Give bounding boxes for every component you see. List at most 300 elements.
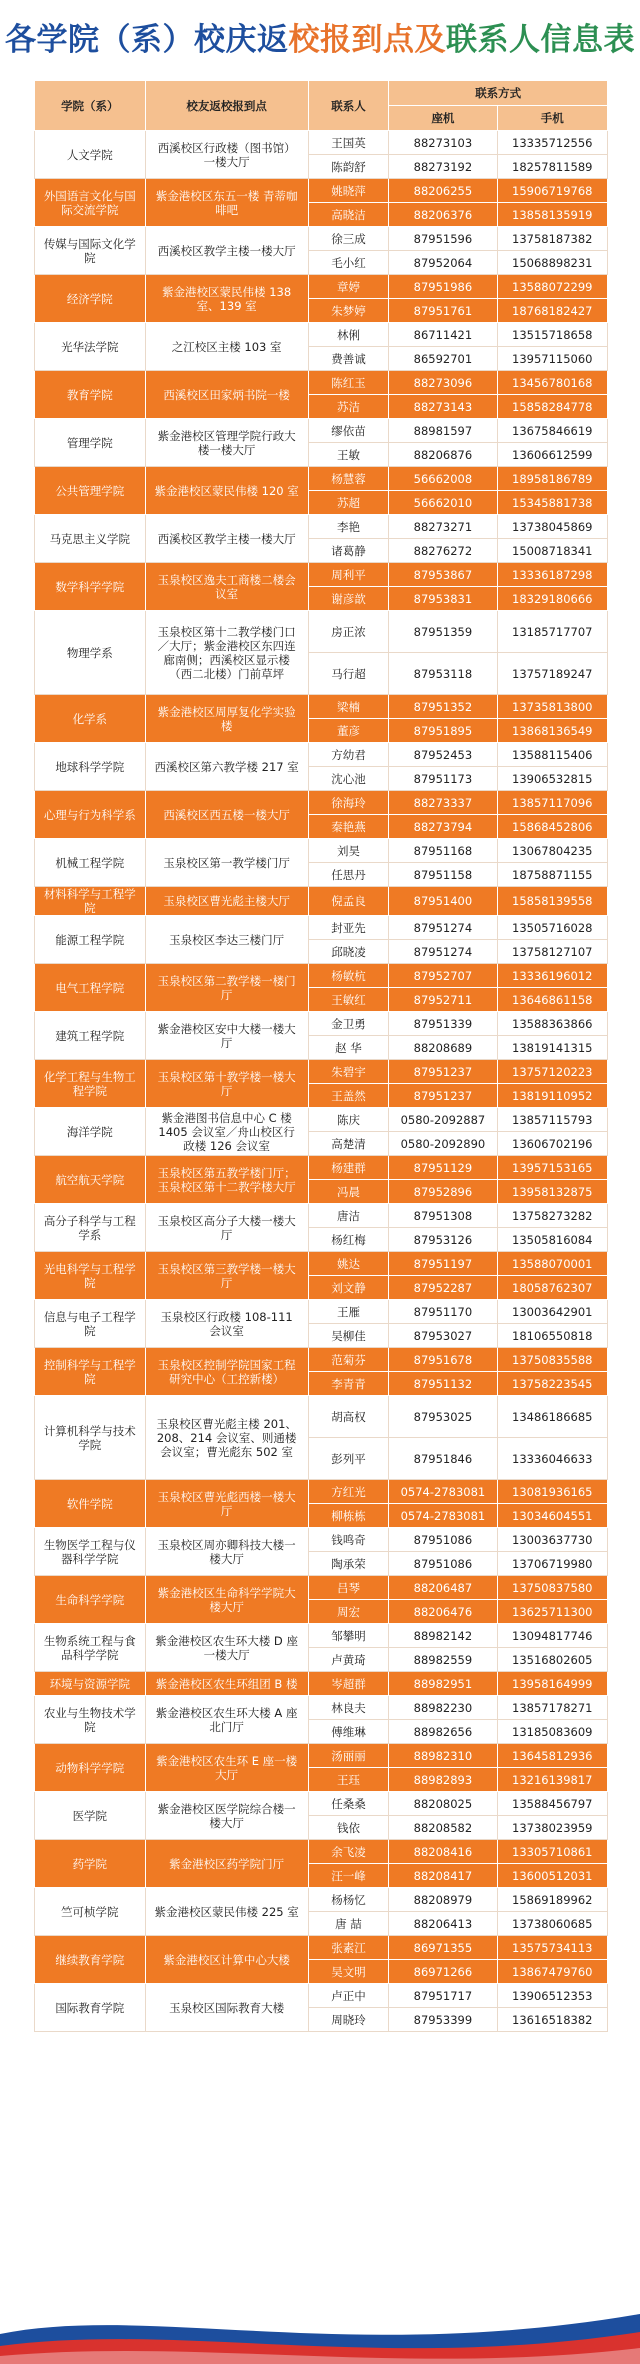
contact-tel: 87951237 xyxy=(389,1060,497,1084)
contact-tel: 87953126 xyxy=(389,1228,497,1252)
contact-tel: 88206413 xyxy=(389,1912,497,1936)
table-row xyxy=(35,839,608,863)
contact-person: 马行超 xyxy=(308,653,389,695)
report-place: 紫金港图书信息中心 C 楼 1405 会议室／舟山校区行政楼 126 会议室 xyxy=(145,1108,308,1156)
college-name: 动物科学学院 xyxy=(35,1744,146,1792)
report-place: 玉泉校区第二教学楼一楼门厅 xyxy=(145,964,308,1012)
report-place: 玉泉校区国际教育大楼 xyxy=(145,1984,308,2032)
contact-person: 刘文静 xyxy=(308,1276,389,1300)
contact-person: 杨杨忆 xyxy=(308,1888,389,1912)
report-place: 玉泉校区曹光彪主楼 201、208、214 会议室、则通楼会议室；曹光彪东 502 室 xyxy=(145,1396,308,1480)
contact-tel: 88206255 xyxy=(389,179,497,203)
report-place: 玉泉校区第三教学楼一楼大厅 xyxy=(145,1252,308,1300)
contact-mobile: 13750835588 xyxy=(497,1348,608,1372)
contact-tel: 87951717 xyxy=(389,1984,497,2008)
contact-person: 董彦 xyxy=(308,719,389,743)
contact-mobile: 13003642901 xyxy=(497,1300,608,1324)
contact-person: 王盖然 xyxy=(308,1084,389,1108)
report-place: 玉泉校区逸夫工商楼二楼会议室 xyxy=(145,563,308,611)
table-row xyxy=(35,695,608,719)
contact-tel: 88208025 xyxy=(389,1792,497,1816)
contact-tel: 87952711 xyxy=(389,988,497,1012)
contact-tel: 88982951 xyxy=(389,1672,497,1696)
contact-person: 赵 华 xyxy=(308,1036,389,1060)
contact-person: 王珏 xyxy=(308,1768,389,1792)
contact-person: 傅维琳 xyxy=(308,1720,389,1744)
contact-person: 王敏红 xyxy=(308,988,389,1012)
college-name: 物理学系 xyxy=(35,611,146,695)
college-name: 软件学院 xyxy=(35,1480,146,1528)
college-name: 人文学院 xyxy=(35,131,146,179)
college-name: 光华法学院 xyxy=(35,323,146,371)
college-name: 农业与生物技术学院 xyxy=(35,1696,146,1744)
contact-person: 费善诚 xyxy=(308,347,389,371)
contact-person: 王雁 xyxy=(308,1300,389,1324)
college-name: 管理学院 xyxy=(35,419,146,467)
table-row xyxy=(35,887,608,916)
contact-mobile: 13868136549 xyxy=(497,719,608,743)
contact-tel: 88982310 xyxy=(389,1744,497,1768)
table-row xyxy=(35,1252,608,1276)
report-place: 玉泉校区曹光彪西楼一楼大厅 xyxy=(145,1480,308,1528)
contact-tel: 86592701 xyxy=(389,347,497,371)
contact-mobile: 13957115060 xyxy=(497,347,608,371)
contact-mobile: 13486186685 xyxy=(497,1396,608,1438)
contact-mobile: 13606702196 xyxy=(497,1132,608,1156)
college-name: 竺可桢学院 xyxy=(35,1888,146,1936)
college-name: 信息与电子工程学院 xyxy=(35,1300,146,1348)
contact-mobile: 13758223545 xyxy=(497,1372,608,1396)
college-name: 化学工程与生物工程学院 xyxy=(35,1060,146,1108)
report-place: 紫金港校区农生环大楼 A 座北门厅 xyxy=(145,1696,308,1744)
contact-mobile: 13738045869 xyxy=(497,515,608,539)
contact-tel: 87953118 xyxy=(389,653,497,695)
contact-tel: 88273794 xyxy=(389,815,497,839)
table-row xyxy=(35,1300,608,1324)
college-name: 光电科学与工程学院 xyxy=(35,1252,146,1300)
college-name: 化学系 xyxy=(35,695,146,743)
contact-person: 金卫勇 xyxy=(308,1012,389,1036)
contact-tel: 87953399 xyxy=(389,2008,497,2032)
contact-person: 苏洁 xyxy=(308,395,389,419)
contact-mobile: 13735813800 xyxy=(497,695,608,719)
contact-person: 刘昊 xyxy=(308,839,389,863)
contact-mobile: 13958132875 xyxy=(497,1180,608,1204)
table-row xyxy=(35,1012,608,1036)
college-name: 传媒与国际文化学院 xyxy=(35,227,146,275)
contact-person: 岑超群 xyxy=(308,1672,389,1696)
report-place: 玉泉校区第十二教学楼门口／大厅；紫金港校区东四连廊南侧；西溪校区显示楼（西二北楼）门前草坪 xyxy=(145,611,308,695)
contact-mobile: 13456780168 xyxy=(497,371,608,395)
contact-tel: 0574-2783081 xyxy=(389,1480,497,1504)
table-row xyxy=(35,611,608,653)
report-place: 紫金港校区周厚复化学实验楼 xyxy=(145,695,308,743)
contact-mobile: 13625711300 xyxy=(497,1600,608,1624)
contact-mobile: 13588363866 xyxy=(497,1012,608,1036)
contact-person: 杨建群 xyxy=(308,1156,389,1180)
contact-mobile: 13819110952 xyxy=(497,1084,608,1108)
report-place: 紫金港校区农生环组团 B 楼 xyxy=(145,1672,308,1696)
contact-tel: 87952896 xyxy=(389,1180,497,1204)
contact-mobile: 13819141315 xyxy=(497,1036,608,1060)
page-title xyxy=(0,14,640,66)
college-name: 心理与行为科学系 xyxy=(35,791,146,839)
contact-person: 缪依苗 xyxy=(308,419,389,443)
college-name: 生命科学学院 xyxy=(35,1576,146,1624)
contact-person: 陈红玉 xyxy=(308,371,389,395)
report-place: 紫金港校区农生环大楼 D 座一楼大厅 xyxy=(145,1624,308,1672)
contact-person: 杨慧蓉 xyxy=(308,467,389,491)
report-place: 玉泉校区高分子大楼一楼大厅 xyxy=(145,1204,308,1252)
contact-mobile: 13738023959 xyxy=(497,1816,608,1840)
contact-person: 邹攀明 xyxy=(308,1624,389,1648)
college-name: 电气工程学院 xyxy=(35,964,146,1012)
contact-mobile: 18257811589 xyxy=(497,155,608,179)
contact-tel: 87951895 xyxy=(389,719,497,743)
table-row xyxy=(35,1888,608,1912)
contact-mobile: 13706719980 xyxy=(497,1552,608,1576)
contact-tel: 88982230 xyxy=(389,1696,497,1720)
contact-person: 周宏 xyxy=(308,1600,389,1624)
table-row xyxy=(35,563,608,587)
contact-tel: 88982893 xyxy=(389,1768,497,1792)
college-name: 教育学院 xyxy=(35,371,146,419)
contact-person: 沈心池 xyxy=(308,767,389,791)
college-name: 高分子科学与工程学系 xyxy=(35,1204,146,1252)
contact-tel: 87951678 xyxy=(389,1348,497,1372)
contact-tel: 88273103 xyxy=(389,131,497,155)
table-row xyxy=(35,1576,608,1600)
contact-mobile: 13857117096 xyxy=(497,791,608,815)
contact-person: 卢正中 xyxy=(308,1984,389,2008)
contact-person: 陈韵舒 xyxy=(308,155,389,179)
title-part-2: 校报到点及 xyxy=(288,22,446,58)
report-place: 紫金港校区计算中心大楼 xyxy=(145,1936,308,1984)
college-name: 生物系统工程与食品科学学院 xyxy=(35,1624,146,1672)
contact-mobile: 13588456797 xyxy=(497,1792,608,1816)
contact-tel: 86711421 xyxy=(389,323,497,347)
college-name: 经济学院 xyxy=(35,275,146,323)
contact-person: 姚达 xyxy=(308,1252,389,1276)
contact-tel: 88206376 xyxy=(389,203,497,227)
contact-mobile: 18329180666 xyxy=(497,587,608,611)
table-row xyxy=(35,1840,608,1864)
report-place: 玉泉校区李达三楼门厅 xyxy=(145,916,308,964)
college-name: 海洋学院 xyxy=(35,1108,146,1156)
contact-tel: 87953027 xyxy=(389,1324,497,1348)
contact-mobile: 13858135919 xyxy=(497,203,608,227)
contact-tel: 87951761 xyxy=(389,299,497,323)
contact-tel: 87953831 xyxy=(389,587,497,611)
contact-mobile: 13575734113 xyxy=(497,1936,608,1960)
contact-tel: 87952453 xyxy=(389,743,497,767)
contact-mobile: 13505716028 xyxy=(497,916,608,940)
contact-tel: 87951274 xyxy=(389,940,497,964)
contact-person: 吴文明 xyxy=(308,1960,389,1984)
contact-mobile: 13336046633 xyxy=(497,1438,608,1480)
contact-person: 徐三成 xyxy=(308,227,389,251)
contact-mobile: 13336196012 xyxy=(497,964,608,988)
contact-mobile: 13867479760 xyxy=(497,1960,608,1984)
contact-tel: 87951129 xyxy=(389,1156,497,1180)
contact-tel: 88273337 xyxy=(389,791,497,815)
contact-tel: 87951308 xyxy=(389,1204,497,1228)
contact-tel: 87951086 xyxy=(389,1552,497,1576)
table-row xyxy=(35,1348,608,1372)
contact-person: 李青青 xyxy=(308,1372,389,1396)
contact-tel: 87951197 xyxy=(389,1252,497,1276)
report-place: 紫金港校区蒙民伟楼 120 室 xyxy=(145,467,308,515)
college-name: 生物医学工程与仪器科学学院 xyxy=(35,1528,146,1576)
contact-mobile: 13646861158 xyxy=(497,988,608,1012)
contact-person: 方红光 xyxy=(308,1480,389,1504)
table-row xyxy=(35,371,608,395)
table-row xyxy=(35,1696,608,1720)
contact-mobile: 18758871155 xyxy=(497,863,608,887)
contact-tel: 87951086 xyxy=(389,1528,497,1552)
report-place: 玉泉校区第一教学楼门厅 xyxy=(145,839,308,887)
contact-mobile: 15858284778 xyxy=(497,395,608,419)
contact-tel: 87951400 xyxy=(389,887,497,916)
contact-mobile: 13588115406 xyxy=(497,743,608,767)
college-name: 材料科学与工程学院 xyxy=(35,887,146,916)
contact-tel: 88273271 xyxy=(389,515,497,539)
contact-tel: 56662010 xyxy=(389,491,497,515)
table-row xyxy=(35,1060,608,1084)
contact-person: 王国英 xyxy=(308,131,389,155)
contact-mobile: 13857178271 xyxy=(497,1696,608,1720)
table-row xyxy=(35,916,608,940)
contact-person: 陈庆 xyxy=(308,1108,389,1132)
contact-tel: 87951359 xyxy=(389,611,497,653)
contact-person: 汤丽丽 xyxy=(308,1744,389,1768)
college-name: 继续教育学院 xyxy=(35,1936,146,1984)
report-place: 玉泉校区曹光彪主楼大厅 xyxy=(145,887,308,916)
contact-mobile: 15858139558 xyxy=(497,887,608,916)
contact-tel: 87953867 xyxy=(389,563,497,587)
table-row xyxy=(35,964,608,988)
contact-person: 周晓玲 xyxy=(308,2008,389,2032)
contact-person: 朱碧宇 xyxy=(308,1060,389,1084)
table-body xyxy=(35,131,608,2032)
contact-person: 汪一峰 xyxy=(308,1864,389,1888)
report-place: 西溪校区第六教学楼 217 室 xyxy=(145,743,308,791)
contact-person: 毛小红 xyxy=(308,251,389,275)
contact-person: 房正浓 xyxy=(308,611,389,653)
contact-mobile: 13757120223 xyxy=(497,1060,608,1084)
contact-mobile: 13515718658 xyxy=(497,323,608,347)
contact-mobile: 13588070001 xyxy=(497,1252,608,1276)
college-name: 医学院 xyxy=(35,1792,146,1840)
college-name: 机械工程学院 xyxy=(35,839,146,887)
contact-person: 陶承荣 xyxy=(308,1552,389,1576)
contact-person: 倪孟良 xyxy=(308,887,389,916)
contact-person: 钱依 xyxy=(308,1816,389,1840)
contact-tel: 88206876 xyxy=(389,443,497,467)
contact-tel: 87951237 xyxy=(389,1084,497,1108)
college-name: 国际教育学院 xyxy=(35,1984,146,2032)
report-place: 紫金港校区东五一楼 青蒂咖啡吧 xyxy=(145,179,308,227)
contact-mobile: 13857115793 xyxy=(497,1108,608,1132)
table-row xyxy=(35,743,608,767)
contact-person: 梁楠 xyxy=(308,695,389,719)
contact-table xyxy=(34,80,608,2032)
college-name: 数学科学学院 xyxy=(35,563,146,611)
table-row xyxy=(35,275,608,299)
contact-tel: 88981597 xyxy=(389,419,497,443)
contact-person: 卢黄琦 xyxy=(308,1648,389,1672)
contact-mobile: 13757189247 xyxy=(497,653,608,695)
contact-person: 周利平 xyxy=(308,563,389,587)
table-row xyxy=(35,419,608,443)
contact-mobile: 13185717707 xyxy=(497,611,608,653)
college-name: 控制科学与工程学院 xyxy=(35,1348,146,1396)
table-row xyxy=(35,1984,608,2008)
contact-person: 封亚先 xyxy=(308,916,389,940)
contact-mobile: 13758127107 xyxy=(497,940,608,964)
contact-person: 唐洁 xyxy=(308,1204,389,1228)
contact-mobile: 13758273282 xyxy=(497,1204,608,1228)
contact-tel: 88982656 xyxy=(389,1720,497,1744)
report-place: 玉泉校区周亦卿科技大楼一楼大厅 xyxy=(145,1528,308,1576)
table-row xyxy=(35,227,608,251)
contact-tel: 87952707 xyxy=(389,964,497,988)
contact-person: 唐 喆 xyxy=(308,1912,389,1936)
contact-tel: 0580-2092887 xyxy=(389,1108,497,1132)
header-college: 学院（系） xyxy=(35,81,146,131)
table-row xyxy=(35,179,608,203)
contact-person: 方幼君 xyxy=(308,743,389,767)
contact-mobile: 13516802605 xyxy=(497,1648,608,1672)
college-name: 马克思主义学院 xyxy=(35,515,146,563)
contact-person: 邱晓凌 xyxy=(308,940,389,964)
contact-person: 柳栋栋 xyxy=(308,1504,389,1528)
contact-tel: 88208689 xyxy=(389,1036,497,1060)
contact-mobile: 13758187382 xyxy=(497,227,608,251)
contact-mobile: 15345881738 xyxy=(497,491,608,515)
report-place: 紫金港校区生命科学学院大楼大厅 xyxy=(145,1576,308,1624)
contact-person: 谢彦歆 xyxy=(308,587,389,611)
contact-person: 秦艳燕 xyxy=(308,815,389,839)
contact-mobile: 18958186789 xyxy=(497,467,608,491)
contact-tel: 87951596 xyxy=(389,227,497,251)
header-contact: 联系方式 xyxy=(389,81,608,106)
contact-mobile: 15868452806 xyxy=(497,815,608,839)
contact-mobile: 13738060685 xyxy=(497,1912,608,1936)
table-row xyxy=(35,467,608,491)
report-place: 西溪校区西五楼一楼大厅 xyxy=(145,791,308,839)
contact-mobile: 13958164999 xyxy=(497,1672,608,1696)
table-row xyxy=(35,1480,608,1504)
contact-tel: 87953025 xyxy=(389,1396,497,1438)
report-place: 紫金港校区蒙民伟楼 138 室、139 室 xyxy=(145,275,308,323)
report-place: 紫金港校区药学院门厅 xyxy=(145,1840,308,1888)
contact-mobile: 13588072299 xyxy=(497,275,608,299)
contact-person: 范菊芬 xyxy=(308,1348,389,1372)
contact-tel: 86971266 xyxy=(389,1960,497,1984)
contact-tel: 88208582 xyxy=(389,1816,497,1840)
header-tel: 座机 xyxy=(389,106,497,131)
table-row xyxy=(35,1156,608,1180)
table-row xyxy=(35,323,608,347)
contact-person: 彭列平 xyxy=(308,1438,389,1480)
contact-mobile: 13906512353 xyxy=(497,1984,608,2008)
contact-person: 钱鸣奇 xyxy=(308,1528,389,1552)
contact-mobile: 13906532815 xyxy=(497,767,608,791)
title-part-1: 各学院（系）校庆返 xyxy=(5,22,289,58)
contact-tel: 88206476 xyxy=(389,1600,497,1624)
table-row xyxy=(35,791,608,815)
contact-person: 吴柳佳 xyxy=(308,1324,389,1348)
contact-tel: 87951168 xyxy=(389,839,497,863)
contact-mobile: 15068898231 xyxy=(497,251,608,275)
contact-person: 徐海玲 xyxy=(308,791,389,815)
contact-person: 章婷 xyxy=(308,275,389,299)
report-place: 紫金港校区农生环 E 座一楼大厅 xyxy=(145,1744,308,1792)
contact-tel: 88276272 xyxy=(389,539,497,563)
contact-person: 诸葛静 xyxy=(308,539,389,563)
contact-mobile: 13216139817 xyxy=(497,1768,608,1792)
contact-person: 余飞凌 xyxy=(308,1840,389,1864)
contact-tel: 0574-2783081 xyxy=(389,1504,497,1528)
contact-tel: 87951986 xyxy=(389,275,497,299)
contact-person: 高楚清 xyxy=(308,1132,389,1156)
contact-mobile: 13034604551 xyxy=(497,1504,608,1528)
contact-mobile: 13094817746 xyxy=(497,1624,608,1648)
table-row xyxy=(35,1204,608,1228)
contact-tel: 88206487 xyxy=(389,1576,497,1600)
header-place: 校友返校报到点 xyxy=(145,81,308,131)
table-row xyxy=(35,1624,608,1648)
table-row xyxy=(35,515,608,539)
table-row xyxy=(35,1108,608,1132)
report-place: 紫金港校区医学院综合楼一楼大厅 xyxy=(145,1792,308,1840)
contact-mobile: 13645812936 xyxy=(497,1744,608,1768)
report-place: 紫金港校区管理学院行政大楼一楼大厅 xyxy=(145,419,308,467)
contact-person: 高晓洁 xyxy=(308,203,389,227)
contact-person: 朱梦婷 xyxy=(308,299,389,323)
contact-person: 冯晨 xyxy=(308,1180,389,1204)
contact-mobile: 18768182427 xyxy=(497,299,608,323)
contact-mobile: 13600512031 xyxy=(497,1864,608,1888)
contact-tel: 88982559 xyxy=(389,1648,497,1672)
header-mobile: 手机 xyxy=(497,106,608,131)
contact-mobile: 13185083609 xyxy=(497,1720,608,1744)
contact-person: 张素江 xyxy=(308,1936,389,1960)
report-place: 玉泉校区第十教学楼一楼大厅 xyxy=(145,1060,308,1108)
contact-mobile: 13067804235 xyxy=(497,839,608,863)
contact-mobile: 15906719768 xyxy=(497,179,608,203)
contact-tel: 87951352 xyxy=(389,695,497,719)
report-place: 紫金港校区安中大楼一楼大厅 xyxy=(145,1012,308,1060)
contact-tel: 87951132 xyxy=(389,1372,497,1396)
contact-person: 任思丹 xyxy=(308,863,389,887)
table-row xyxy=(35,1528,608,1552)
footer-wave-decoration xyxy=(0,2294,640,2364)
college-name: 外国语言文化与国际交流学院 xyxy=(35,179,146,227)
contact-person: 杨红梅 xyxy=(308,1228,389,1252)
college-name: 能源工程学院 xyxy=(35,916,146,964)
report-place: 玉泉校区控制学院国家工程研究中心（工控新楼） xyxy=(145,1348,308,1396)
contact-mobile: 18058762307 xyxy=(497,1276,608,1300)
contact-person: 李艳 xyxy=(308,515,389,539)
college-name: 地球科学学院 xyxy=(35,743,146,791)
report-place: 之江校区主楼 103 室 xyxy=(145,323,308,371)
contact-tel: 87951158 xyxy=(389,863,497,887)
contact-tel: 87952064 xyxy=(389,251,497,275)
contact-person: 吕琴 xyxy=(308,1576,389,1600)
contact-tel: 88208417 xyxy=(389,1864,497,1888)
